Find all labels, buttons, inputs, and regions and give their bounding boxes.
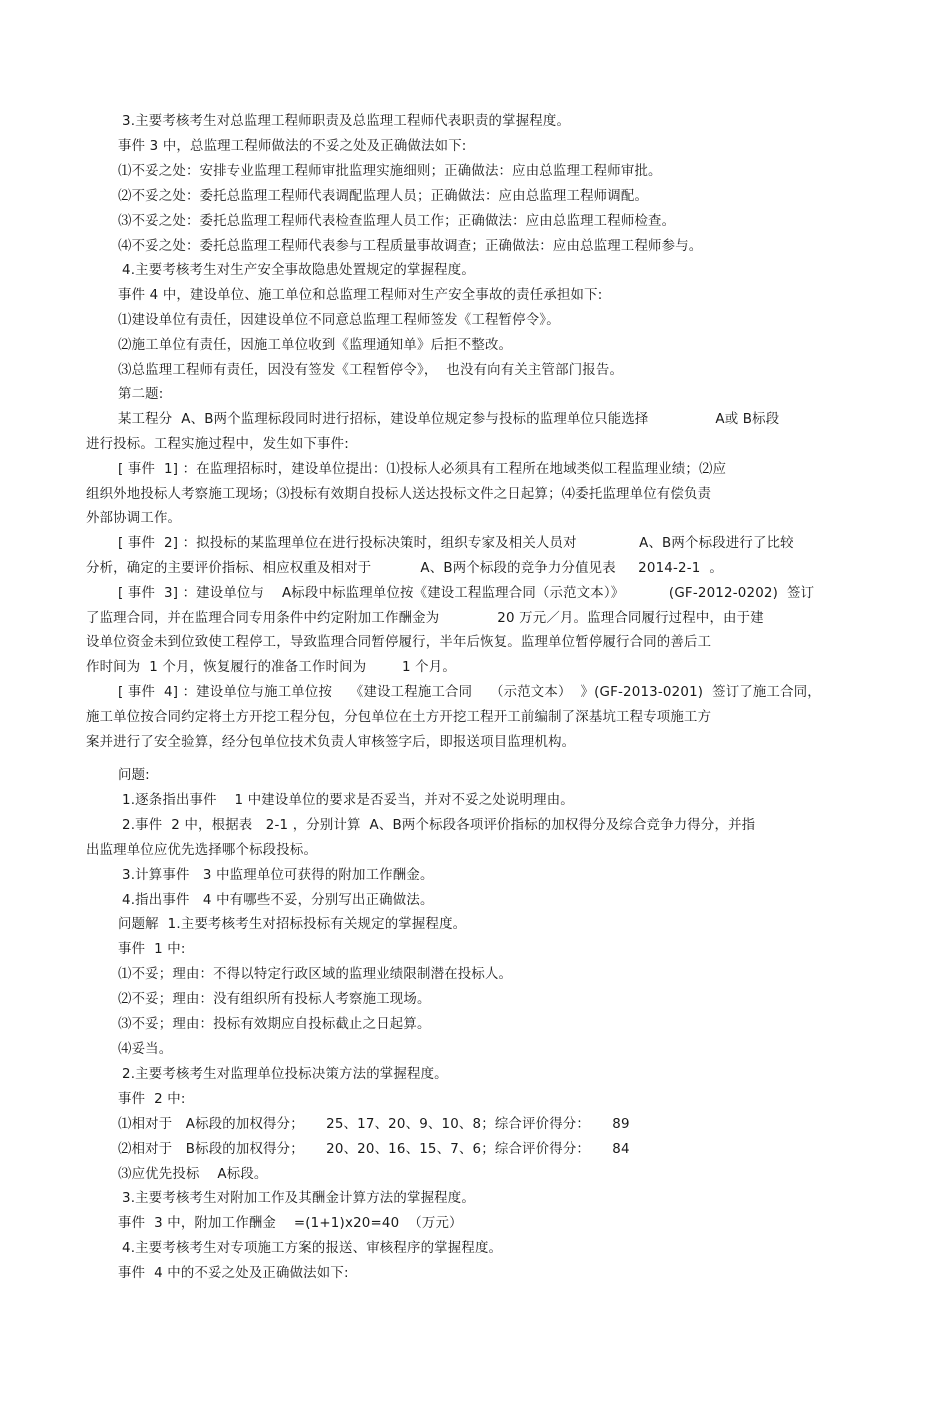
text-line: 了监理合同，并在监理合同专用条件中约定附加工作酬金为 20 万元／月。监理合同履行过程中，由于建 xyxy=(86,611,764,626)
text-line: 2.主要考核考生对监理单位投标决策方法的掌握程度。 xyxy=(122,1067,448,1082)
text-line: ⑴相对于 A标段的加权得分； 25、17、20、9、10、8；综合评价得分： 89 xyxy=(118,1117,630,1132)
text-line: [ 事件 2] ：拟投标的某监理单位在进行投标决策时，组织专家及相关人员对 A、B两个标段进行了比较 xyxy=(118,536,794,551)
text-line: 进行投标。工程实施过程中，发生如下事件: xyxy=(86,437,349,452)
text-line: ⑶应优先投标 A标段。 xyxy=(118,1167,268,1182)
text-line: 4.主要考核考生对生产安全事故隐患处置规定的掌握程度。 xyxy=(122,263,475,278)
text-line: ⑶总监理工程师有责任，因没有签发《工程暂停令》， 也没有向有关主管部门报告。 xyxy=(118,363,624,378)
section-heading: 问题: xyxy=(118,768,150,783)
text-line: 设单位资金未到位致使工程停工，导致监理合同暂停履行，半年后恢复。监理单位暂停履行合同的善后工 xyxy=(86,635,712,650)
text-line: [ 事件 4] ：建设单位与施工单位按 《建设工程施工合同 （示范文本） 》(GF-2013-0201) 签订了施工合同， xyxy=(118,685,821,700)
text-line: 出监理单位应优先选择哪个标段投标。 xyxy=(86,843,318,858)
text-line: 1.逐条指出事件 1 中建设单位的要求是否妥当，并对不妥之处说明理由。 xyxy=(122,793,574,808)
text-line: 事件 2 中: xyxy=(118,1092,186,1107)
text-line: 施工单位按合同约定将土方开挖工程分包，分包单位在土方开挖工程开工前编制了深基坑工程专项施工方 xyxy=(86,710,712,725)
text-line: 4.指出事件 4 中有哪些不妥，分别写出正确做法。 xyxy=(122,893,434,908)
text-line: 3.主要考核考生对总监理工程师职责及总监理工程师代表职责的掌握程度。 xyxy=(122,114,571,129)
text-line: [ 事件 1] ：在监理招标时，建设单位提出：⑴投标人必须具有工程所在地域类似工程监理业绩；⑵应 xyxy=(118,462,727,477)
text-line: ⑵不妥；理由：没有组织所有投标人考察施工现场。 xyxy=(118,992,431,1007)
text-line: 4.主要考核考生对专项施工方案的报送、审核程序的掌握程度。 xyxy=(122,1241,503,1256)
text-line: ⑶不妥之处：委托总监理工程师代表检查监理人员工作；正确做法：应由总监理工程师检查。 xyxy=(118,214,676,229)
text-line: 事件 3 中，总监理工程师做法的不妥之处及正确做法如下: xyxy=(118,139,467,154)
text-line: ⑴不妥之处：安排专业监理工程师审批监理实施细则；正确做法：应由总监理工程师审批。 xyxy=(118,164,662,179)
text-line: ⑴不妥；理由：不得以特定行政区域的监理业绩限制潜在投标人。 xyxy=(118,967,513,982)
text-line: 事件 4 中，建设单位、施工单位和总监理工程师对生产安全事故的责任承担如下: xyxy=(118,288,603,303)
text-line: 外部协调工作。 xyxy=(86,511,182,526)
text-line: 某工程分 A、B两个监理标段同时进行招标，建设单位规定参与投标的监理单位只能选择 A或 B标段 xyxy=(118,412,780,427)
text-line: ⑵施工单位有责任，因施工单位收到《监理通知单》后拒不整改。 xyxy=(118,338,513,353)
text-line: ⑷不妥之处：委托总监理工程师代表参与工程质量事故调查；正确做法：应由总监理工程师参与。 xyxy=(118,239,703,254)
text-line: 事件 3 中，附加工作酬金 =(1+1)x20=40 （万元） xyxy=(118,1216,463,1231)
text-line: 3.主要考核考生对附加工作及其酬金计算方法的掌握程度。 xyxy=(122,1191,475,1206)
text-line: 问题解 1.主要考核考生对招标投标有关规定的掌握程度。 xyxy=(118,917,467,932)
text-line: 2.事件 2 中，根据表 2-1 ，分别计算 A、B两个标段各项评价指标的加权得分及综合竞争力得分，并指 xyxy=(122,818,756,833)
text-line: 事件 1 中: xyxy=(118,942,186,957)
text-line: 作时间为 1 个月，恢复履行的准备工作时间为 1 个月。 xyxy=(86,660,456,675)
text-line: ⑶不妥；理由：投标有效期应自投标截止之日起算。 xyxy=(118,1017,431,1032)
text-line: ⑵不妥之处：委托总监理工程师代表调配监理人员；正确做法：应由总监理工程师调配。 xyxy=(118,189,649,204)
text-line: ⑵相对于 B标段的加权得分； 20、20、16、15、7、6；综合评价得分： 84 xyxy=(118,1142,630,1157)
text-line: ⑷妥当。 xyxy=(118,1042,173,1057)
text-line: [ 事件 3] ：建设单位与 A标段中标监理单位按《建设工程监理合同（示范文本）》 (GF-2012-0202) 签订 xyxy=(118,586,815,601)
text-line: 案并进行了安全验算，经分包单位技术负责人审核签字后，即报送项目监理机构。 xyxy=(86,735,576,750)
text-line: 事件 4 中的不妥之处及正确做法如下: xyxy=(118,1266,349,1281)
section-heading: 第二题: xyxy=(118,387,164,402)
text-line: 组织外地投标人考察施工现场；⑶投标有效期自投标人送达投标文件之日起算；⑷委托监理单位有偿负责 xyxy=(86,487,712,502)
text-line: 分析，确定的主要评价指标、相应权重及相对于 A、B两个标段的竞争力分值见表 2014-2-1 。 xyxy=(86,561,724,576)
text-line: ⑴建设单位有责任，因建设单位不同意总监理工程师签发《工程暂停令》。 xyxy=(118,313,560,328)
text-line: 3.计算事件 3 中监理单位可获得的附加工作酬金。 xyxy=(122,868,434,883)
